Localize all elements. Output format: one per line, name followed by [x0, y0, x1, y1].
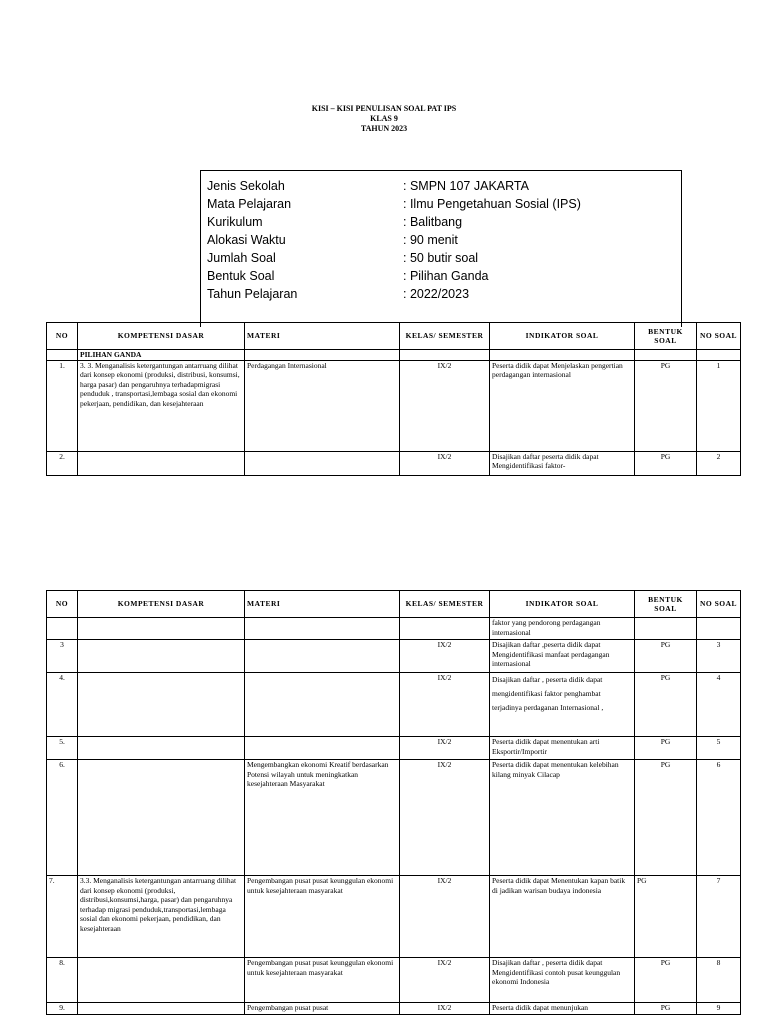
cell-indikator: Disajikan daftar ,peserta didik dapat Mengidentifikasi manfaat perdagangan internasional — [490, 640, 635, 673]
cell-indikator: Disajikan daftar , peserta didik dapat mengidentifikasi faktor penghambat terjadinya perdaganan Internasional , — [490, 673, 635, 737]
cell-kelas: IX/2 — [400, 958, 490, 1003]
info-value: : Pilihan Ganda — [403, 269, 489, 283]
cell-kelas: IX/2 — [400, 673, 490, 737]
table-row — [47, 451, 741, 475]
cell-no: 7. — [47, 876, 78, 958]
cell-kelas: IX/2 — [400, 360, 490, 451]
header-materi: MATERI — [245, 591, 400, 618]
cell-kelas: IX/2 — [400, 876, 490, 958]
info-label: Jenis Sekolah — [207, 179, 285, 193]
cell-materi: Pengembangan pusat pusat keunggulan ekonomi untuk kesejahteraan masyarakat — [245, 876, 400, 958]
info-label: Tahun Pelajaran — [207, 287, 298, 301]
cell-empty — [47, 350, 78, 361]
cell-no: 8. — [47, 958, 78, 1003]
cell-empty — [245, 350, 400, 361]
cell-materi — [245, 451, 400, 475]
cell-materi — [245, 673, 400, 737]
cell-no-soal: 3 — [697, 640, 741, 673]
cell-empty — [400, 350, 490, 361]
cell-no — [47, 618, 78, 640]
header-no: NO — [47, 323, 78, 350]
cell-indikator: faktor yang pendorong perdagangan internasional — [490, 618, 635, 640]
table-row — [47, 1003, 741, 1015]
table-row — [47, 760, 741, 876]
header-bentuk-soal: BENTUK SOAL — [635, 591, 697, 618]
header-kelas-semester: KELAS/ SEMESTER — [400, 591, 490, 618]
table-row — [47, 737, 741, 760]
header-kompetensi-dasar: KOMPETENSI DASAR — [78, 323, 245, 350]
cell-bentuk — [635, 618, 697, 640]
table-row — [47, 876, 741, 958]
cell-no-soal: 2 — [697, 451, 741, 475]
cell-materi: Pengembangan pusat pusat keunggulan ekonomi untuk kesejahteraan masyarakat — [245, 958, 400, 1003]
info-value: : 2022/2023 — [403, 287, 470, 301]
cell-materi — [245, 640, 400, 673]
cell-kelas — [400, 618, 490, 640]
cell-kompetensi-dasar — [78, 737, 245, 760]
header-kelas-semester: KELAS/ SEMESTER — [400, 323, 490, 350]
cell-empty — [697, 350, 741, 361]
cell-no-soal: 4 — [697, 673, 741, 737]
cell-materi — [245, 737, 400, 760]
info-label: Bentuk Soal — [207, 269, 275, 283]
cell-bentuk: PG — [635, 760, 697, 876]
cell-materi: Pengembangan pusat pusat — [245, 1003, 400, 1015]
cell-materi — [245, 618, 400, 640]
cell-bentuk: PG — [635, 451, 697, 475]
cell-no: 6. — [47, 760, 78, 876]
cell-empty — [490, 350, 635, 361]
info-value: : SMPN 107 JAKARTA — [403, 179, 529, 193]
kisi-table-1 — [46, 322, 741, 476]
cell-no-soal — [697, 618, 741, 640]
cell-no: 1. — [47, 360, 78, 451]
cell-kompetensi-dasar — [78, 760, 245, 876]
cell-no-soal: 9 — [697, 1003, 741, 1015]
cell-indikator: Peserta didik dapat menentukan kelebihan kilang minyak Cilacap — [490, 760, 635, 876]
cell-kompetensi-dasar — [78, 451, 245, 475]
cell-bentuk: PG — [635, 737, 697, 760]
cell-indikator: Peserta didik dapat Menentukan kapan batik di jadikan warisan budaya indonesia — [490, 876, 635, 958]
cell-kompetensi-dasar: 3.3. Menganalisis ketergantungan antarruang dilihat dari konsep ekonomi (produksi, distribusi,konsumsi,harga, pasar) dan pengaruhnya terhadap migrasi penduduk,transportasi,lembaga sosial dan ekonomi pekerjaan, pendidikan, dan kesejahteraan — [78, 876, 245, 958]
cell-indikator: Disajikan daftar peserta didik dapat Mengidentifikasi faktor- — [490, 451, 635, 475]
cell-materi: Perdagangan Internasional — [245, 360, 400, 451]
cell-indikator: Peserta didik dapat menentukan arti Eksportir/Importir — [490, 737, 635, 760]
cell-bentuk: PG — [635, 1003, 697, 1015]
info-value: : 50 butir soal — [403, 251, 479, 265]
doc-title-line-3: TAHUN 2023 — [360, 124, 408, 133]
cell-bentuk: PG — [635, 876, 697, 958]
cell-no: 2. — [47, 451, 78, 475]
info-value: : Ilmu Pengetahuan Sosial (IPS) — [403, 197, 581, 211]
info-label: Jumlah Soal — [207, 251, 276, 265]
cell-bentuk: PG — [635, 958, 697, 1003]
kisi-table-2 — [46, 590, 741, 1015]
cell-kelas: IX/2 — [400, 640, 490, 673]
cell-empty — [635, 350, 697, 361]
cell-no: 5. — [47, 737, 78, 760]
cell-no: 9. — [47, 1003, 78, 1015]
cell-kompetensi-dasar — [78, 1003, 245, 1015]
header-materi: MATERI — [245, 323, 400, 350]
table-row — [47, 618, 741, 640]
school-info-box — [200, 170, 682, 327]
cell-kelas: IX/2 — [400, 737, 490, 760]
cell-indikator: Peserta didik dapat menunjukan — [490, 1003, 635, 1015]
header-kompetensi-dasar: KOMPETENSI DASAR — [78, 591, 245, 618]
doc-title-line-1: KISI – KISI PENULISAN SOAL PAT IPS — [311, 104, 457, 113]
cell-kelas: IX/2 — [400, 1003, 490, 1015]
cell-kompetensi-dasar — [78, 618, 245, 640]
cell-no-soal: 7 — [697, 876, 741, 958]
cell-kompetensi-dasar — [78, 673, 245, 737]
cell-kelas: IX/2 — [400, 760, 490, 876]
info-label: Alokasi Waktu — [207, 233, 286, 247]
cell-materi: Mengembangkan ekonomi Kreatif berdasarkan Potensi wilayah untuk meningkatkan kesejahteraan Masyarakat — [245, 760, 400, 876]
info-value: : Balitbang — [403, 215, 463, 229]
table-row — [47, 360, 741, 451]
table-header-row — [47, 323, 741, 350]
table-header-row — [47, 591, 741, 618]
header-indikator-soal: INDIKATOR SOAL — [490, 323, 635, 350]
cell-bentuk: PG — [635, 640, 697, 673]
cell-kompetensi-dasar: 3. 3. Menganalisis ketergantungan antarruang dilihat dari konsep ekonomi (produksi, distribusi, konsumsi, harga pasar) dan pengaruhnya terhadapmigrasi penduduk , transportasi,lembaga sosial dan ekonomi pekerjaan, pendidikan, dan kesejahteraan — [78, 360, 245, 451]
cell-bentuk: PG — [635, 360, 697, 451]
cell-kompetensi-dasar — [78, 640, 245, 673]
doc-title-line-2: KLAS 9 — [370, 114, 398, 123]
table-row — [47, 673, 741, 737]
cell-no-soal: 1 — [697, 360, 741, 451]
cell-no: 4. — [47, 673, 78, 737]
header-no-soal: NO SOAL — [697, 591, 741, 618]
info-label: Kurikulum — [207, 215, 263, 229]
cell-no-soal: 6 — [697, 760, 741, 876]
info-label: Mata Pelajaran — [207, 197, 292, 211]
section-label: PILIHAN GANDA — [78, 350, 245, 361]
cell-no-soal: 8 — [697, 958, 741, 1003]
cell-kelas: IX/2 — [400, 451, 490, 475]
cell-bentuk: PG — [635, 673, 697, 737]
cell-indikator: Peserta didik dapat Menjelaskan pengertian perdagangan internasional — [490, 360, 635, 451]
header-indikator-soal: INDIKATOR SOAL — [490, 591, 635, 618]
cell-no: 3 — [47, 640, 78, 673]
table-row — [47, 640, 741, 673]
cell-kompetensi-dasar — [78, 958, 245, 1003]
table-row — [47, 958, 741, 1003]
cell-no-soal: 5 — [697, 737, 741, 760]
header-bentuk-soal: BENTUK SOAL — [635, 323, 697, 350]
info-value: : 90 menit — [403, 233, 458, 247]
section-row — [47, 350, 741, 361]
header-no-soal: NO SOAL — [697, 323, 741, 350]
header-no: NO — [47, 591, 78, 618]
cell-indikator: Disajikan daftar , peserta didik dapat Mengidentifikasi contoh pusat keunggulan ekonomi Indonesia — [490, 958, 635, 1003]
